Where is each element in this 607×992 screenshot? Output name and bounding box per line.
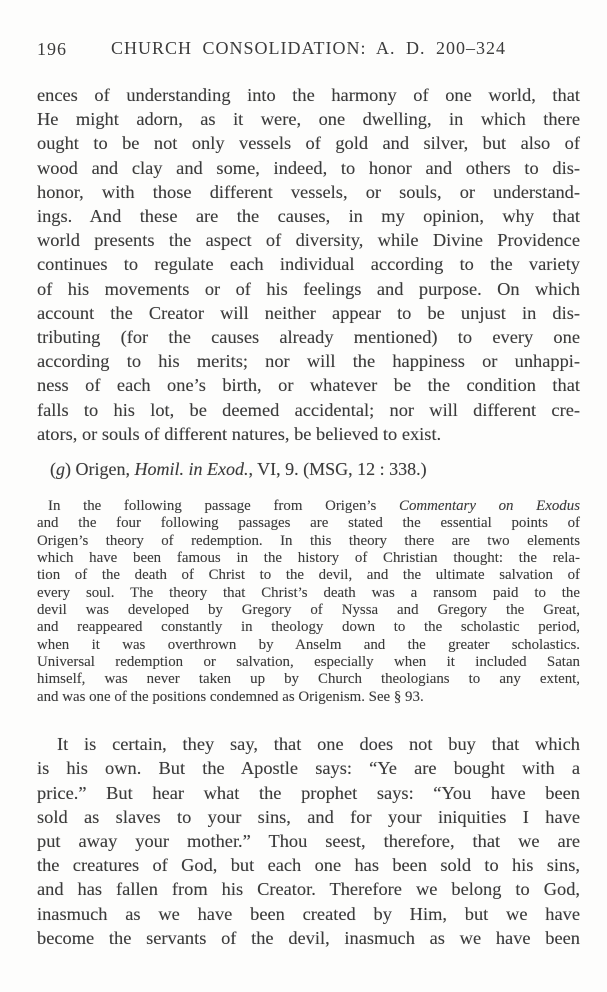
body-paragraph-continuation: [37, 83, 580, 446]
text-line: account the Creator will neither appear to be unjust in dis-: [37, 302, 580, 323]
text-line: put away your mother.” Thou seest, therefore, that we are: [37, 830, 580, 851]
text-line: world presents the aspect of diversity, while Divine Providence: [37, 230, 580, 251]
text-line: of his movements or of his feelings and purpose. On which: [37, 278, 580, 299]
text-line: ings. And these are the causes, in my opinion, why that: [37, 206, 580, 227]
text-line: which have been famous in the history of Christian thought: the rela-: [37, 550, 580, 567]
text-line: ness of each one’s birth, or whatever be the condition that: [37, 375, 580, 396]
text-line: It is certain, they say, that one does not buy that which: [57, 734, 580, 755]
text-line: price.” But hear what the prophet says: “You have been: [37, 782, 580, 803]
text-column: [37, 0, 580, 950]
editorial-note: [37, 498, 580, 706]
text-line: ences of understanding into the harmony of one world, that: [37, 85, 580, 105]
text-line: and was one of the positions condemned as Origenism. See § 93.: [37, 688, 424, 705]
text-line: ought to be not only vessels of gold and silver, but also of: [37, 133, 580, 154]
text-line: falls to his lot, be deemed accidental; nor will different cre-: [37, 399, 580, 420]
text-line: and the four following passages are stated the essential points of: [37, 515, 580, 532]
text-line: when it was overthrown by Anselm and the greater scholastics.: [37, 636, 580, 653]
running-title: CHURCH CONSOLIDATION: A. D. 200–324: [110, 38, 506, 58]
text-line: the creatures of God, but each one has been sold to his sins,: [37, 855, 580, 876]
text-line: continues to regulate each individual according to the variety: [37, 254, 580, 275]
text-line: tion of the death of Christ to the devil, and the ultimate salvation of: [37, 567, 580, 584]
text-line: himself, was never taken up by Church theologians to any extent,: [37, 671, 580, 688]
text-line: inasmuch as we have been created by Him, but we have: [37, 903, 580, 924]
text-line: tributing (for the causes already mentioned) to every one: [37, 327, 580, 348]
text-line: devil was developed by Gregory of Nyssa and Gregory the Great,: [37, 602, 580, 619]
text-line: is his own. But the Apostle says: “Ye are bought with a: [37, 758, 580, 779]
text-line: every soul. The theory that Christ’s death was a ransom paid to the: [37, 584, 580, 601]
text-line: wood and clay and some, indeed, to honor and others to dis-: [37, 157, 580, 178]
text-line: Universal redemption or salvation, especially when it included Satan: [37, 654, 580, 671]
text-line: sold as slaves to your sins, and for your iniquities I have: [37, 806, 580, 827]
text-line: ators, or souls of different natures, be believed to exist.: [37, 423, 442, 444]
citation-line: (g) Origen, Homil. in Exod., VI, 9. (MSG, 12 : 338.): [50, 459, 427, 480]
body-paragraph-quote: [37, 732, 580, 950]
text-line: Origen’s theory of redemption. In this theory there are two elements: [37, 532, 580, 549]
text-line: In the following passage from Origen’s Commentary on Exodus: [48, 498, 580, 515]
text-line: according to his merits; nor will the happiness or unhappi-: [37, 351, 580, 372]
text-line: and reappeared constantly in theology down to the scholastic period,: [37, 619, 580, 636]
page-number: 196: [37, 39, 67, 59]
text-line: He might adorn, as it were, one dwelling, in which there: [37, 109, 580, 130]
text-line: honor, with those different vessels, or souls, or understand-: [37, 181, 580, 202]
text-line: and has fallen from his Creator. Therefore we belong to God,: [37, 879, 580, 900]
page-header: [37, 38, 580, 62]
text-line: become the servants of the devil, inasmuch as we have been: [37, 927, 580, 948]
